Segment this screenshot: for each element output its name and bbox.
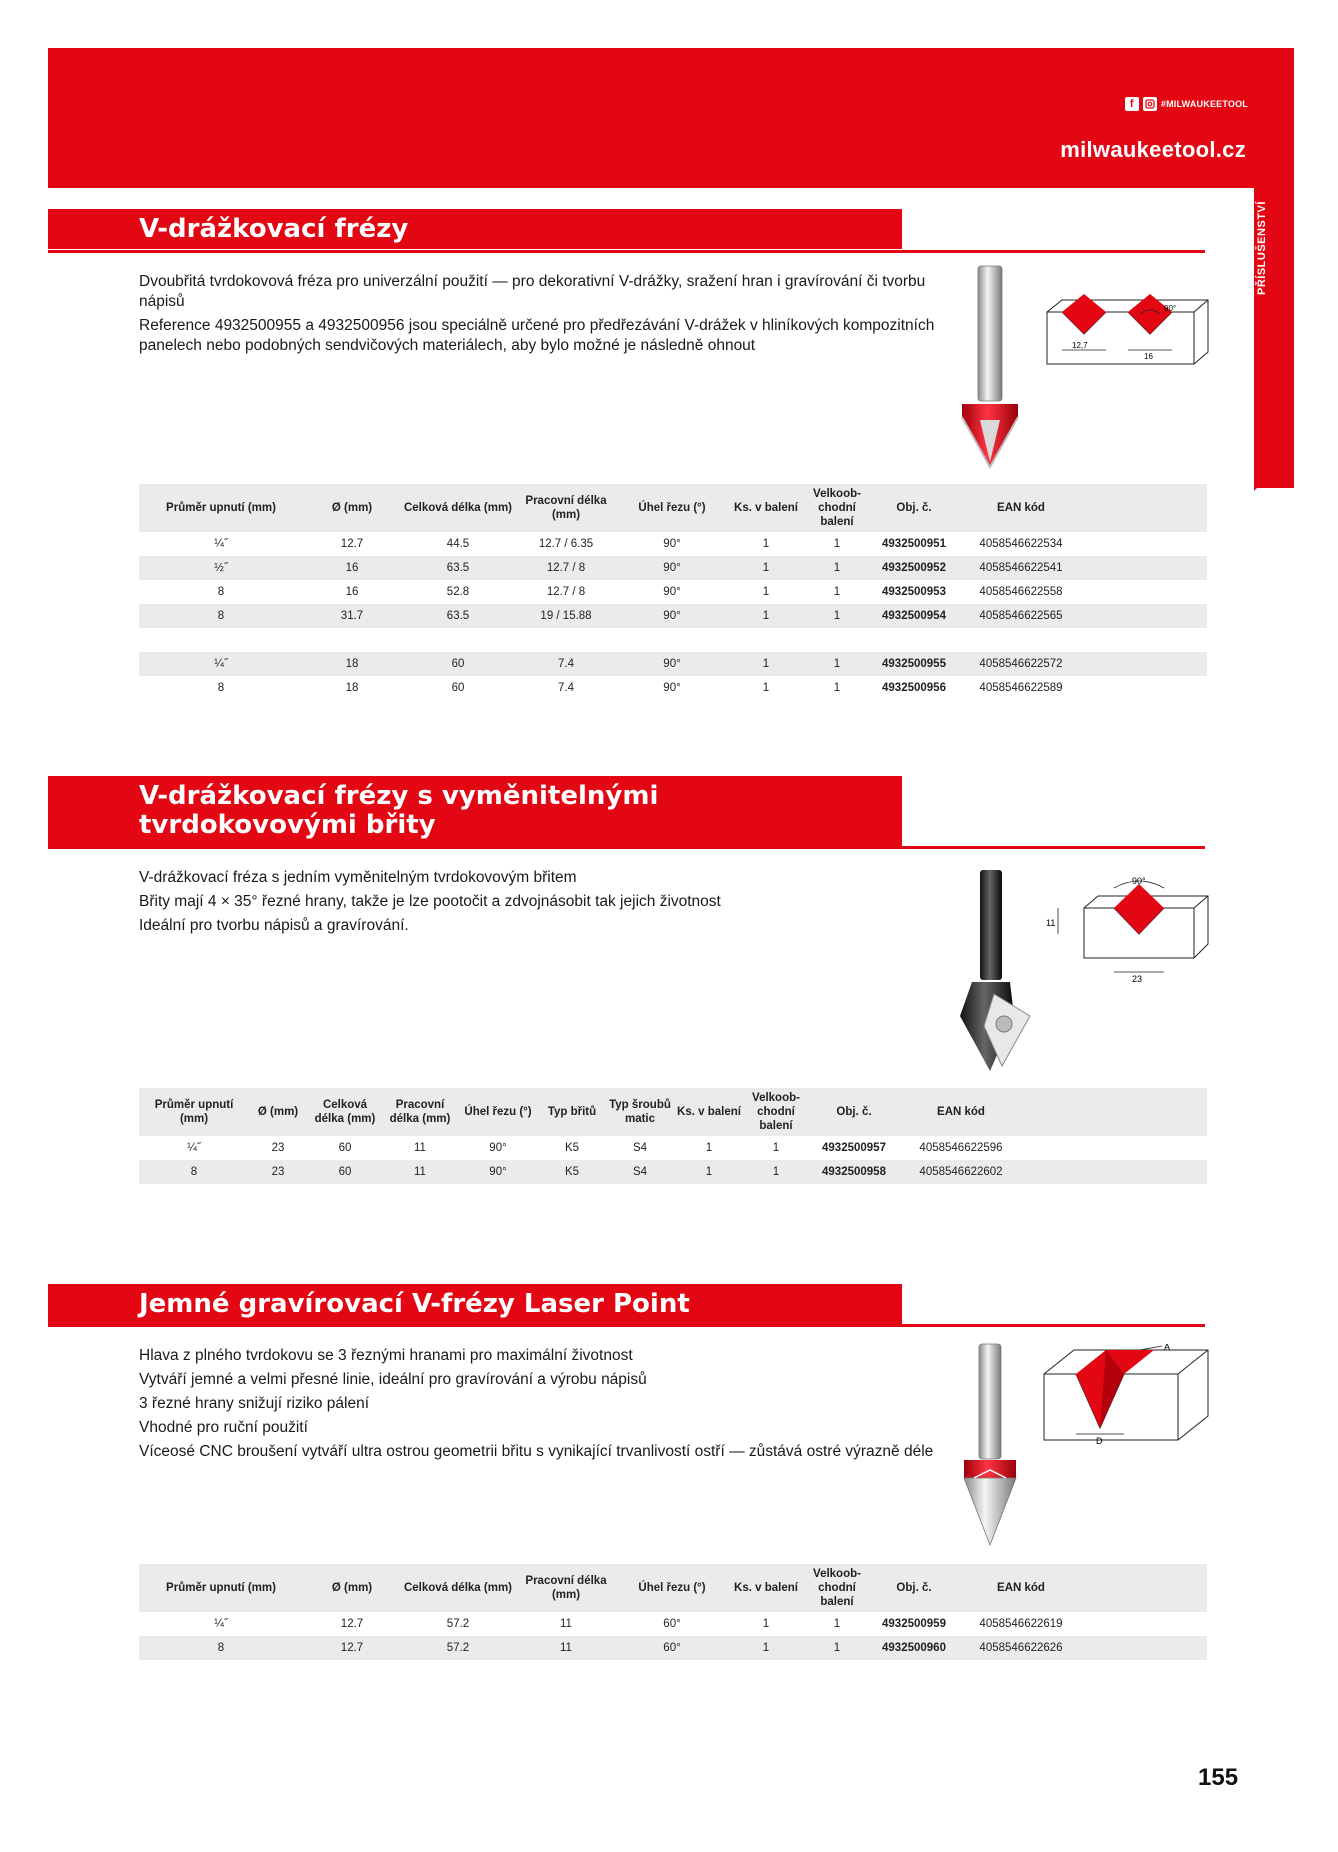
column-header: Obj. č. — [869, 1564, 959, 1612]
table-cell: 12.7 / 8 — [546, 586, 586, 598]
table-cell: 1 — [762, 538, 770, 550]
column-header: Obj. č. — [809, 1088, 899, 1136]
v-groove-diagram — [1044, 294, 1214, 374]
column-header: Průměr upnutí (mm) — [139, 1088, 249, 1136]
instagram-icon[interactable] — [1143, 97, 1157, 111]
column-header: Celková délka (mm) — [307, 1088, 383, 1136]
ean-code: 4058546622572 — [959, 652, 1083, 676]
table-cell: ¼˝ — [187, 1142, 201, 1154]
table-row — [139, 1136, 1207, 1160]
table-cell: 8 — [139, 1160, 249, 1184]
table-cell: 23 — [271, 1142, 285, 1154]
table-row — [139, 580, 1207, 604]
ean-code: 4058546622541 — [959, 556, 1083, 580]
column-header-empty — [1083, 1564, 1207, 1612]
table-cell: 12.7 — [303, 1636, 401, 1660]
table-cell: 8 — [217, 682, 225, 694]
spec-table-3 — [139, 1564, 1207, 1660]
diagram-dim: D — [1096, 1436, 1103, 1446]
order-number: 4932500959 — [882, 1618, 946, 1630]
table-cell-empty — [1083, 532, 1207, 556]
table-cell: 52.8 — [446, 586, 470, 598]
description-line: Ideální pro tvorbu nápisů a gravírování. — [139, 917, 409, 934]
column-header: Úhel řezu (°) — [457, 1088, 539, 1136]
table-cell: 8 — [139, 1636, 303, 1660]
table-cell: 1 — [743, 1160, 809, 1184]
table-cell: S4 — [632, 1142, 648, 1154]
ean-code: 4058546622558 — [979, 586, 1063, 598]
table-cell: 8 — [139, 604, 303, 628]
table-cell: 1 — [805, 604, 869, 628]
diagram-angle: 90° — [1132, 876, 1146, 886]
description-line: Břity mají 4 × 35° řezné hrany, takže je lze pootočit a zdvojnásobit tak jejich životnost — [139, 893, 721, 910]
table-cell: 31.7 — [303, 604, 401, 628]
table-cell: 8 — [217, 586, 225, 598]
table-row — [139, 1636, 1207, 1660]
table-cell: 1 — [727, 1636, 805, 1660]
section-description-1 — [139, 272, 939, 360]
table-cell: 1 — [727, 556, 805, 580]
ean-code: 4058546622565 — [959, 604, 1083, 628]
order-number: 4932500955 — [869, 652, 959, 676]
description-line: Víceosé CNC broušení vytváří ultra ostrou geometrii břitu s vynikající trvanlivostí ostří — zůstává ostré výrazně déle — [139, 1443, 934, 1460]
table-cell: 1 — [805, 652, 869, 676]
table-cell: 12.7 — [340, 1618, 364, 1630]
table-cell: 1 — [675, 1160, 743, 1184]
table-cell: ¼˝ — [214, 538, 228, 550]
table-row — [139, 1612, 1207, 1636]
table-header-row — [139, 1088, 1207, 1136]
side-tab-notch — [1254, 447, 1294, 491]
table-cell: 90° — [617, 652, 727, 676]
table-cell: 1 — [727, 604, 805, 628]
order-number: 4932500951 — [882, 538, 946, 550]
column-header: Celková délka (mm) — [401, 1564, 515, 1612]
table-cell: 18 — [303, 652, 401, 676]
description-line: 3 řezné hrany snižují riziko pálení — [139, 1395, 370, 1412]
table-cell: 44.5 — [446, 538, 470, 550]
column-header: Ø (mm) — [303, 484, 401, 532]
laser-point-diagram — [1040, 1344, 1214, 1450]
facebook-icon[interactable]: f — [1125, 97, 1139, 111]
page-number: 155 — [1198, 1764, 1239, 1791]
table-cell: 90° — [457, 1160, 539, 1184]
column-header: Ks. v balení — [727, 1564, 805, 1612]
social-links — [1125, 97, 1248, 111]
section-title-3: Jemné gravírovací V-frézy Laser Point — [48, 1284, 902, 1324]
column-header: Průměr upnutí (mm) — [139, 484, 303, 532]
table-cell-empty — [1083, 556, 1207, 580]
table-cell: 1 — [805, 556, 869, 580]
table-cell: 60° — [663, 1618, 681, 1630]
table-cell: 90° — [489, 1142, 507, 1154]
diagram-angle: 90° — [1164, 304, 1177, 313]
column-header: Úhel řezu (°) — [617, 1564, 727, 1612]
table-cell: 1 — [762, 682, 770, 694]
description-line: Vhodné pro ruční použití — [139, 1419, 308, 1436]
table-cell: 60° — [617, 1636, 727, 1660]
order-number: 4932500954 — [869, 604, 959, 628]
ean-code: 4058546622596 — [919, 1142, 1003, 1154]
table-cell: 11 — [414, 1142, 426, 1154]
ean-code: 4058546622619 — [979, 1618, 1063, 1630]
table-cell: 1 — [727, 652, 805, 676]
table-header-row — [139, 1564, 1207, 1612]
description-line: Dvoubřitá tvrdokovová fréza pro univerzální použití — pro dekorativní V-drážky, sražení hran i gravírování či tvorbu nápisů — [139, 273, 926, 310]
order-number: 4932500952 — [869, 556, 959, 580]
table-row — [139, 604, 1207, 628]
table-cell: 18 — [345, 682, 359, 694]
table-cell: 60 — [451, 682, 465, 694]
column-header: Úhel řezu (°) — [617, 484, 727, 532]
section-rule-2 — [48, 846, 1205, 849]
column-header: Obj. č. — [869, 484, 959, 532]
table-cell: 90° — [663, 682, 681, 694]
table-cell: 19 / 15.88 — [515, 604, 617, 628]
table-cell-empty — [1083, 1612, 1207, 1636]
column-header: Ø (mm) — [303, 1564, 401, 1612]
table-cell: 11 — [560, 1618, 572, 1630]
table-row — [139, 532, 1207, 556]
column-header: Ø (mm) — [249, 1088, 307, 1136]
table-cell: 12.7 / 6.35 — [538, 538, 594, 550]
column-header: Typ břitů — [539, 1088, 605, 1136]
table-cell: 1 — [833, 1618, 841, 1630]
diagram-dim: 23 — [1132, 974, 1143, 984]
column-header: Průměr upnutí (mm) — [139, 1564, 303, 1612]
table-cell: 23 — [249, 1160, 307, 1184]
ean-code: 4058546622534 — [979, 538, 1063, 550]
table-cell: 16 — [345, 586, 359, 598]
table-cell: S4 — [605, 1160, 675, 1184]
table-cell: ¼˝ — [139, 652, 303, 676]
table-cell: 1 — [833, 538, 841, 550]
table-cell: 7.4 — [558, 682, 574, 694]
table-cell: 7.4 — [515, 652, 617, 676]
table-header-row — [139, 484, 1207, 532]
top-banner — [48, 48, 1294, 188]
section-description-3 — [139, 1346, 939, 1466]
table-cell: 11 — [515, 1636, 617, 1660]
column-header: EAN kód — [959, 484, 1083, 532]
spec-table-1 — [139, 484, 1207, 700]
ean-code: 4058546622626 — [959, 1636, 1083, 1660]
table-cell-empty — [1083, 652, 1207, 676]
insert-v-diagram — [1044, 874, 1214, 984]
description-line: V-drážkovací fréza s jedním vyměnitelným tvrdokovovým břitem — [139, 869, 577, 886]
table-cell: 60 — [338, 1142, 352, 1154]
table-cell: 12.7 — [340, 538, 364, 550]
order-number: 4932500953 — [882, 586, 946, 598]
table-cell: 1 — [705, 1142, 713, 1154]
order-number: 4932500958 — [809, 1160, 899, 1184]
description-line: Vytváří jemné a velmi přesné linie, ideální pro gravírování a výrobu nápisů — [139, 1371, 647, 1388]
diagram-angle: A — [1164, 1344, 1171, 1352]
column-header: Ks. v balení — [675, 1088, 743, 1136]
order-number: 4932500956 — [882, 682, 946, 694]
column-header-empty — [1023, 1088, 1207, 1136]
table-cell: ¼˝ — [214, 1618, 228, 1630]
section-rule-1 — [48, 250, 1205, 253]
table-row — [139, 652, 1207, 676]
table-cell: 1 — [833, 682, 841, 694]
table-cell: 1 — [805, 1636, 869, 1660]
insert-v-bit-image — [950, 866, 1040, 1076]
table-cell: 11 — [383, 1160, 457, 1184]
column-header: Velkoob-chodní balení — [805, 484, 869, 532]
table-cell-empty — [1083, 604, 1207, 628]
table-row — [139, 556, 1207, 580]
table-cell-empty — [1083, 1636, 1207, 1660]
column-header: Pracovní délka (mm) — [515, 1564, 617, 1612]
table-cell: 1 — [762, 586, 770, 598]
table-cell-empty — [1083, 676, 1207, 700]
laser-point-bit-image — [950, 1340, 1030, 1550]
table-cell: ½˝ — [139, 556, 303, 580]
table-cell: 63.5 — [401, 556, 515, 580]
ean-code: 4058546622602 — [899, 1160, 1023, 1184]
diagram-dim: 11 — [1046, 918, 1056, 928]
table-cell: 60 — [307, 1160, 383, 1184]
table-cell: K5 — [564, 1142, 580, 1154]
table-row — [139, 676, 1207, 700]
section-rule-3 — [48, 1324, 1205, 1327]
side-tab-label: PŘÍSLUŠENSTVÍ — [1256, 201, 1268, 295]
table-cell: 57.2 — [446, 1618, 470, 1630]
column-header: Typ šroubů matic — [605, 1088, 675, 1136]
table-spacer-row — [139, 628, 1207, 652]
table-cell-empty — [1083, 580, 1207, 604]
column-header: Velkoob-chodní balení — [805, 1564, 869, 1612]
table-cell: K5 — [539, 1160, 605, 1184]
section-description-2 — [139, 868, 939, 940]
ean-code: 4058546622589 — [979, 682, 1063, 694]
description-line: Reference 4932500955 a 4932500956 jsou speciálně určené pro předřezávání V-drážek v hliníkových kompozitních panelech nebo podobných sendvičových materiálech, aby bylo možné je následně ohnout — [139, 317, 935, 354]
table-cell: 16 — [303, 556, 401, 580]
table-cell: 1 — [833, 586, 841, 598]
column-header: EAN kód — [959, 1564, 1083, 1612]
section-title-1: V-drážkovací frézy — [48, 209, 902, 249]
column-header-empty — [1083, 484, 1207, 532]
table-spacer — [139, 628, 1207, 652]
order-number: 4932500957 — [822, 1142, 886, 1154]
description-line: Hlava z plného tvrdokovu se 3 řeznými hranami pro maximální životnost — [139, 1347, 633, 1364]
table-cell: 1 — [762, 1618, 770, 1630]
spec-table-2 — [139, 1088, 1207, 1184]
table-cell: 90° — [663, 586, 681, 598]
section-title-2: V-drážkovací frézy s vyměnitelnými tvrdokovovými břity — [48, 776, 902, 846]
table-cell: 90° — [663, 538, 681, 550]
table-cell: 60 — [401, 652, 515, 676]
table-cell: 57.2 — [401, 1636, 515, 1660]
column-header: Pracovní délka (mm) — [515, 484, 617, 532]
table-cell: 63.5 — [401, 604, 515, 628]
column-header: Ks. v balení — [727, 484, 805, 532]
table-cell: 12.7 / 8 — [515, 556, 617, 580]
table-cell: 90° — [617, 604, 727, 628]
table-cell-empty — [1023, 1136, 1207, 1160]
website-link[interactable]: milwaukeetool.cz — [1060, 137, 1246, 162]
table-row — [139, 1160, 1207, 1184]
column-header: EAN kód — [899, 1088, 1023, 1136]
diagram-dim: 12,7 — [1072, 341, 1088, 350]
hashtag: #MILWAUKEETOOL — [1160, 99, 1248, 109]
table-cell-empty — [1023, 1160, 1207, 1184]
column-header: Celková délka (mm) — [401, 484, 515, 532]
order-number: 4932500960 — [869, 1636, 959, 1660]
diagram-dim: 16 — [1144, 352, 1153, 361]
column-header: Velkoob-chodní balení — [743, 1088, 809, 1136]
table-cell: 1 — [772, 1142, 780, 1154]
table-cell: 90° — [617, 556, 727, 580]
column-header: Pracovní délka (mm) — [383, 1088, 457, 1136]
v-groove-bit-image — [950, 262, 1030, 472]
